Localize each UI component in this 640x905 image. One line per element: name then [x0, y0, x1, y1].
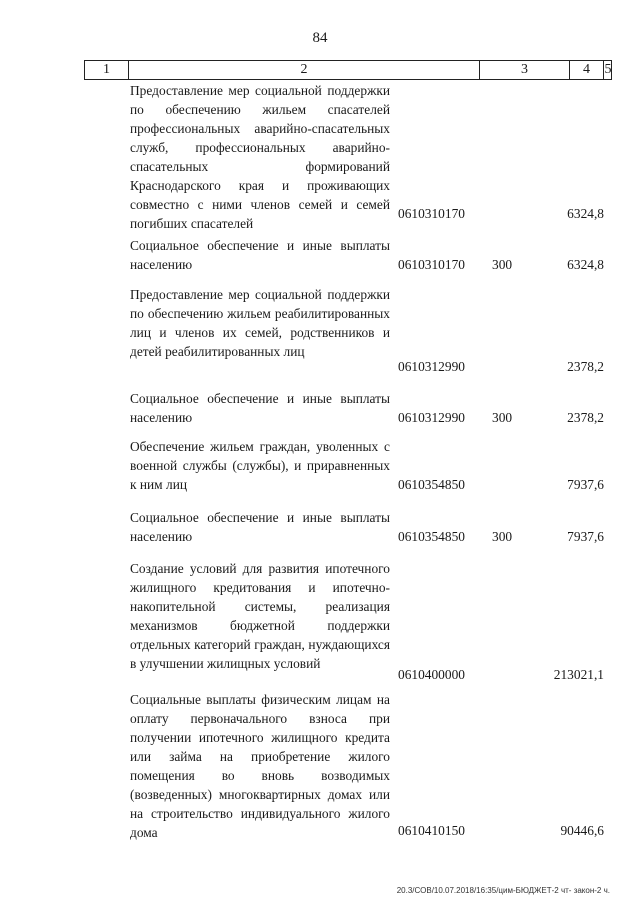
row-code: 0610312990 — [398, 410, 465, 425]
row-amount: 90446,6 — [560, 823, 604, 838]
row-description: Создание условий для развития ипотечного жилищного кредитования и ипотечно-накопительной системы, реализация механизмов бюджетной поддержки отдельных категорий граждан, нуждающихся в улучшении жилищных условий — [130, 561, 390, 671]
row-expense-type: 300 — [492, 410, 513, 425]
row-amount: 7937,6 — [567, 529, 604, 544]
column-header-5: 5 — [604, 62, 612, 77]
page-number: 84 — [312, 30, 328, 46]
row-code: 0610310170 — [398, 206, 465, 221]
table-header — [84, 60, 612, 80]
row-description: Предоставление мер социальной поддержки по обеспечению жильем спасателей профессиональных аварийно-спасательных служб, профессиональных аварийно-спасательных формирований Краснодарского края и проживающих совместно с ними членов семей и семей погибших спасателей — [130, 83, 390, 231]
row-amount: 6324,8 — [567, 206, 604, 221]
row-expense-type: 300 — [492, 257, 513, 272]
document-footer: 20.3/СОВ/10.07.2018/16:35/цим-БЮДЖЕТ-2 чт- закон-2 ч. — [396, 886, 610, 895]
row-amount: 2378,2 — [567, 359, 604, 374]
column-header-3: 3 — [480, 61, 570, 79]
row-description: Социальные выплаты физическим лицам на оплату первоначального взноса при получении ипотечного жилищного кредита или займа на приобретение жилого помещения во вновь возводимых (возведенных) многоквартирных домах или на строительство индивидуального жилого дома — [130, 692, 390, 840]
column-header-2: 2 — [129, 61, 480, 79]
row-amount: 7937,6 — [567, 477, 604, 492]
row-description: Предоставление мер социальной поддержки по обеспечению жильем реабилитированных лиц и членов их семей, родственников и детей реабилитированных лиц — [130, 287, 390, 359]
row-code: 0610354850 — [398, 477, 465, 492]
row-expense-type: 300 — [492, 529, 513, 544]
row-amount: 6324,8 — [567, 257, 604, 272]
row-code: 0610354850 — [398, 529, 465, 544]
row-code: 0610410150 — [398, 823, 465, 838]
row-code: 0610312990 — [398, 359, 465, 374]
column-header-4: 4 — [570, 61, 604, 79]
row-amount: 213021,1 — [553, 667, 604, 682]
row-description: Социальное обеспечение и иные выплаты населению — [130, 510, 390, 544]
column-header-1: 1 — [85, 61, 129, 79]
row-code: 0610310170 — [398, 257, 465, 272]
row-description: Социальное обеспечение и иные выплаты населению — [130, 238, 390, 272]
row-code: 0610400000 — [398, 667, 465, 682]
row-description: Социальное обеспечение и иные выплаты населению — [130, 391, 390, 425]
row-description: Обеспечение жильем граждан, уволенных с военной службы (службы), и приравненных к ним лиц — [130, 439, 390, 492]
row-amount: 2378,2 — [567, 410, 604, 425]
